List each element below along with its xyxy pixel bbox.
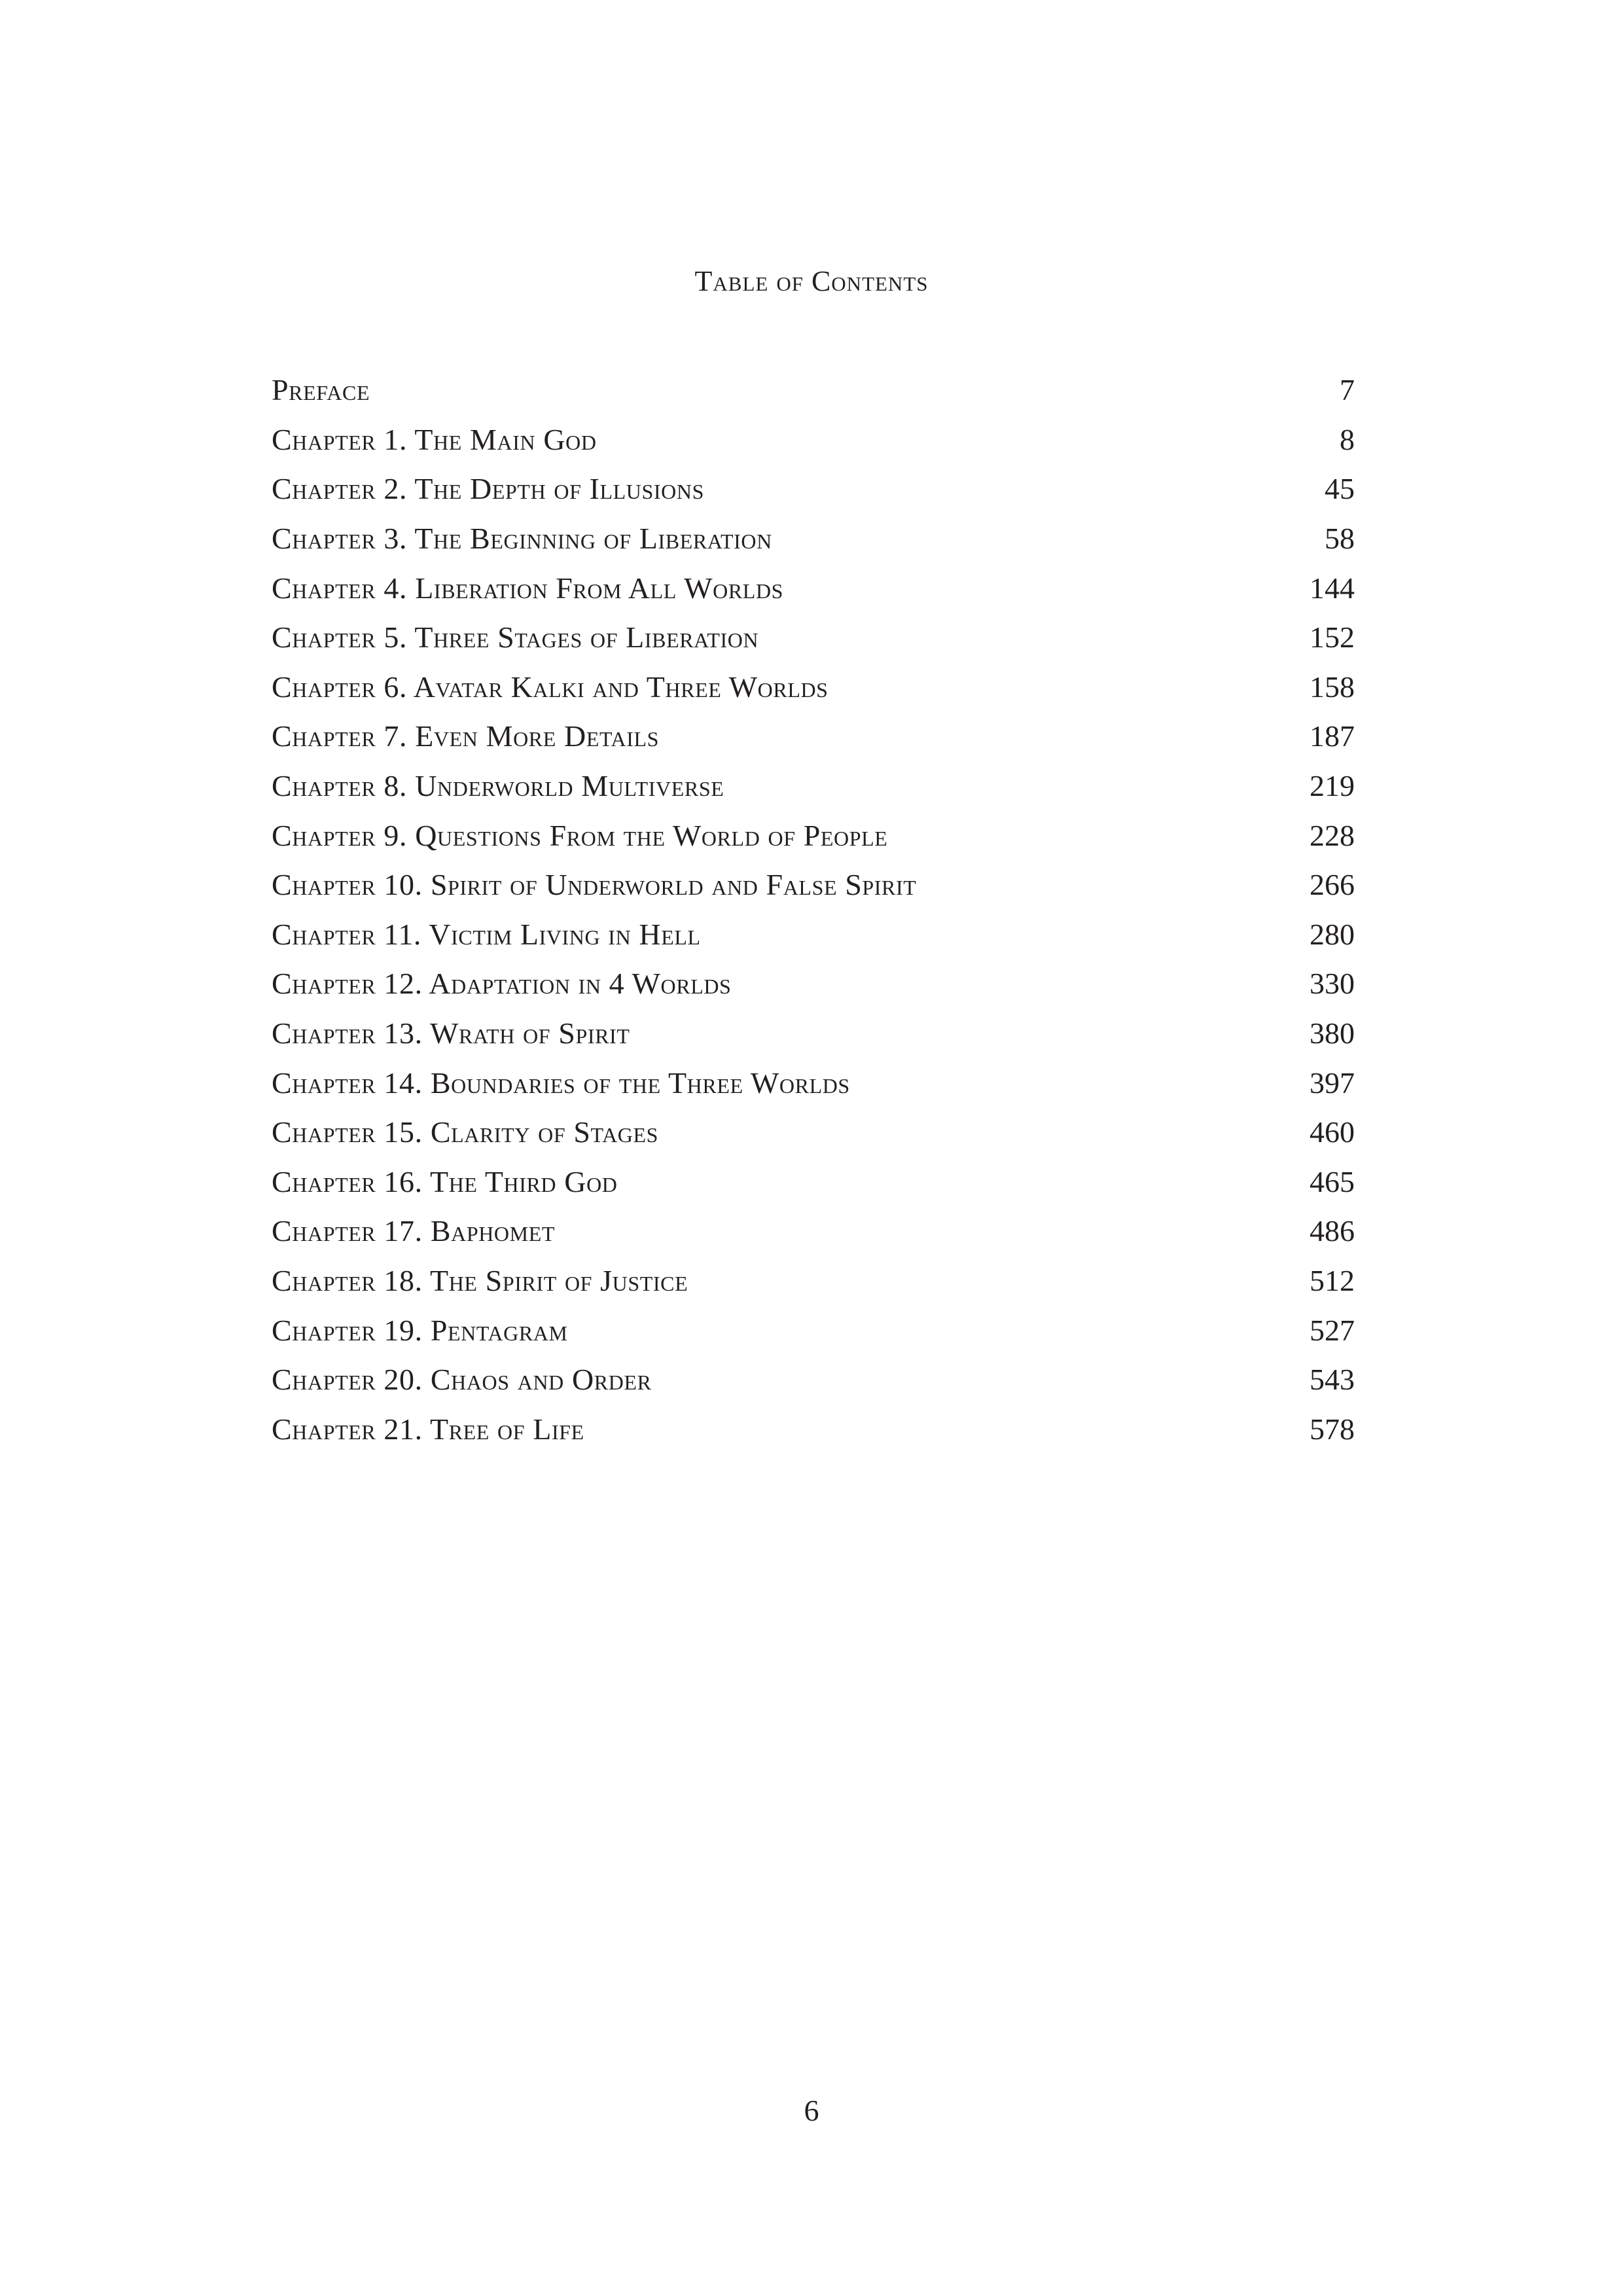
toc-entry xyxy=(272,464,1355,514)
toc-entry-title: Chapter 11. Victim Living in Hell xyxy=(272,917,701,951)
toc-entry-title: Chapter 6. Avatar Kalki and Three Worlds xyxy=(272,670,829,704)
toc-entry-page: 527 xyxy=(1310,1313,1355,1347)
toc-entry-title: Chapter 12. Adaptation in 4 Worlds xyxy=(272,967,732,1001)
toc-entry xyxy=(272,959,1355,1009)
toc-entry xyxy=(272,514,1355,564)
toc-entry xyxy=(272,860,1355,910)
toc-entry-title: Chapter 17. Baphomet xyxy=(272,1214,555,1248)
toc-entry xyxy=(272,415,1355,465)
toc-entry-page: 152 xyxy=(1310,620,1355,655)
toc-entry-page: 512 xyxy=(1310,1263,1355,1297)
toc-entry-page: 7 xyxy=(1340,373,1355,407)
toc-entry-title: Chapter 10. Spirit of Underworld and False Spirit xyxy=(272,868,917,902)
toc-entry-page: 266 xyxy=(1310,868,1355,902)
toc-entry xyxy=(272,662,1355,712)
toc-entry-page: 397 xyxy=(1310,1066,1355,1100)
toc-entry-title: Chapter 20. Chaos and Order xyxy=(272,1363,652,1397)
toc-entry-title: Chapter 19. Pentagram xyxy=(272,1313,568,1347)
toc-entry-page: 58 xyxy=(1325,522,1355,556)
toc-entry xyxy=(272,910,1355,960)
toc-entry-page: 465 xyxy=(1310,1164,1355,1198)
toc-entry-page: 8 xyxy=(1340,422,1355,456)
toc-entry-title: Chapter 8. Underworld Multiverse xyxy=(272,769,724,803)
toc-entry-page: 158 xyxy=(1310,670,1355,704)
toc-entry xyxy=(272,1305,1355,1355)
toc-entry-page: 144 xyxy=(1310,571,1355,605)
toc-entry xyxy=(272,1206,1355,1256)
toc-entry-title: Chapter 5. Three Stages of Liberation xyxy=(272,620,759,655)
toc-entry-page: 280 xyxy=(1310,917,1355,951)
toc-entry xyxy=(272,810,1355,860)
toc-entry-page: 543 xyxy=(1310,1363,1355,1397)
toc-entry-title: Chapter 9. Questions From the World of People xyxy=(272,818,888,852)
toc-entry-page: 380 xyxy=(1310,1016,1355,1050)
toc-entry-title: Chapter 7. Even More Details xyxy=(272,719,660,753)
toc-entry-title: Chapter 18. The Spirit of Justice xyxy=(272,1263,688,1297)
toc-entry xyxy=(272,1256,1355,1306)
toc-entry xyxy=(272,613,1355,662)
toc-entry xyxy=(272,1157,1355,1207)
toc-entry-title: Chapter 16. The Third God xyxy=(272,1164,618,1198)
toc-entry-page: 578 xyxy=(1310,1412,1355,1446)
toc-entry xyxy=(272,1107,1355,1157)
toc-entry-title: Chapter 4. Liberation From All Worlds xyxy=(272,571,784,605)
toc-entry-title: Preface xyxy=(272,373,370,407)
toc-entry-page: 460 xyxy=(1310,1115,1355,1149)
toc-entry xyxy=(272,711,1355,761)
page-title: Table of Contents xyxy=(694,265,929,297)
toc-entry xyxy=(272,563,1355,613)
toc-entry xyxy=(272,1404,1355,1454)
toc-entry-title: Chapter 13. Wrath of Spirit xyxy=(272,1016,630,1050)
toc-entry xyxy=(272,761,1355,811)
toc-entry-title: Chapter 1. The Main God xyxy=(272,422,597,456)
page-number: 6 xyxy=(804,2094,819,2127)
toc-entry-title: Chapter 15. Clarity of Stages xyxy=(272,1115,659,1149)
toc-entry-title: Chapter 2. The Depth of Illusions xyxy=(272,472,704,506)
toc-entry-page: 330 xyxy=(1310,967,1355,1001)
toc-entry-title: Chapter 14. Boundaries of the Three Worlds xyxy=(272,1066,850,1100)
toc-entry xyxy=(272,1009,1355,1058)
toc-entry-page: 486 xyxy=(1310,1214,1355,1248)
table-of-contents xyxy=(272,365,1355,1454)
toc-entry-page: 187 xyxy=(1310,719,1355,753)
toc-entry xyxy=(272,365,1355,415)
toc-entry-page: 219 xyxy=(1310,769,1355,803)
toc-entry-title: Chapter 21. Tree of Life xyxy=(272,1412,584,1446)
toc-entry xyxy=(272,1058,1355,1107)
toc-entry-page: 228 xyxy=(1310,818,1355,852)
toc-entry-page: 45 xyxy=(1325,472,1355,506)
toc-entry xyxy=(272,1355,1355,1405)
toc-entry-title: Chapter 3. The Beginning of Liberation xyxy=(272,522,772,556)
